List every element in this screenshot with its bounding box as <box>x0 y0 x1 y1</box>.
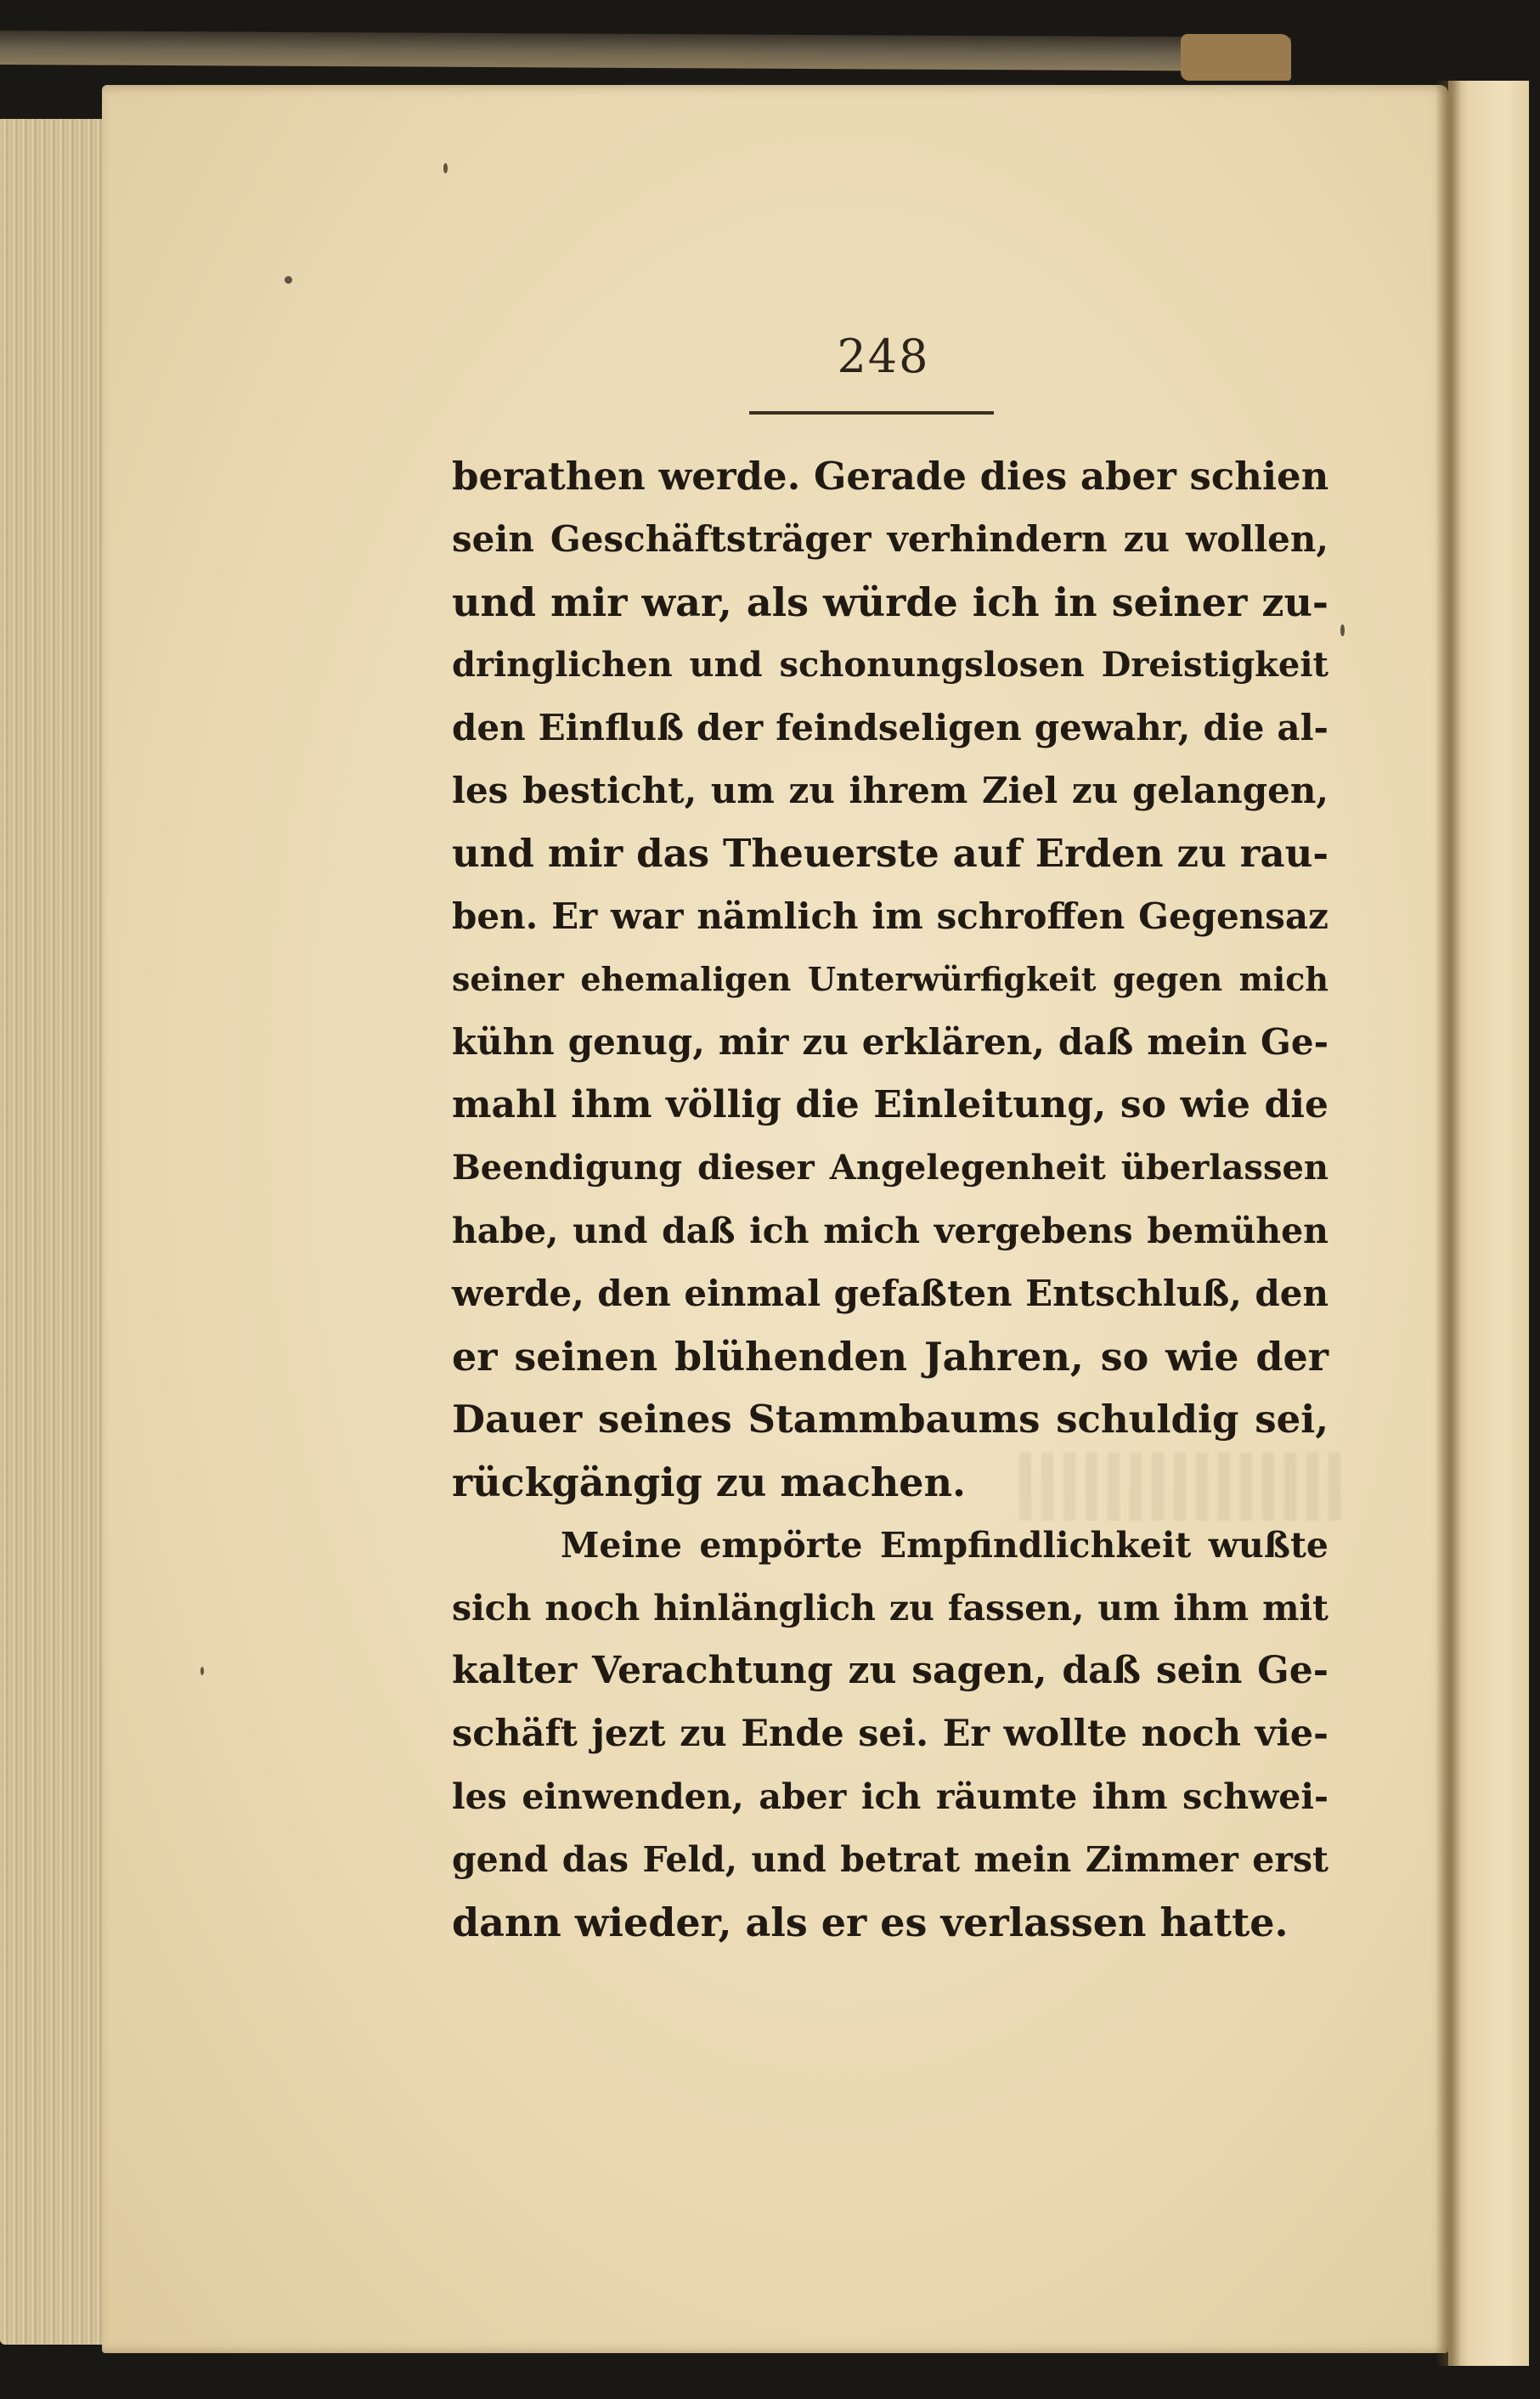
text-line: Beendigung dieser Angelegenheit überlassen <box>452 1148 1328 1188</box>
paper-speck <box>1340 624 1345 636</box>
paragraph-start-line: Meine empörte Empfindlichkeit wußte <box>561 1525 1328 1566</box>
paper-speck <box>285 276 292 284</box>
paper-speck <box>200 1667 204 1675</box>
text-line: les einwenden, aber ich räumte ihm schwei- <box>452 1776 1328 1817</box>
text-line: sein Geschäftsträger verhindern zu wollen, <box>452 518 1328 560</box>
text-line: sich noch hinlänglich zu fassen, um ihm mit <box>452 1588 1328 1628</box>
text-line: ben. Er war nämlich im schroffen Gegensaz <box>452 895 1328 937</box>
text-line: habe, und daß ich mich vergebens bemühen <box>452 1211 1328 1251</box>
text-line: und mir das Theuerste auf Erden zu rau- <box>452 831 1328 876</box>
cover-tear <box>1181 34 1291 81</box>
page-gutter <box>1436 81 1461 2366</box>
text-line: werde, den einmal gefaßten Entschluß, den <box>452 1273 1328 1314</box>
text-line: den Einfluß der feindseligen gewahr, die al- <box>452 707 1328 748</box>
text-line: berathen werde. Gerade dies aber schien <box>452 454 1329 499</box>
body-text <box>452 445 1328 1954</box>
page-number: 248 <box>837 330 930 383</box>
paper-speck <box>443 163 448 173</box>
text-line: seiner ehemaligen Unterwürfigkeit gegen mich <box>452 960 1328 998</box>
text-line: gend das Feld, und betrat mein Zimmer erst <box>452 1839 1328 1880</box>
text-line: und mir war, als würde ich in seiner zu- <box>452 579 1328 625</box>
text-line: Dauer seines Stammbaums schuldig sei, <box>452 1397 1328 1442</box>
paragraph-end-line: dann wieder, als er es verlassen hatte. <box>452 1899 1289 1945</box>
header-rule <box>749 411 994 415</box>
text-line: er seinen blühenden Jahren, so wie der <box>452 1334 1328 1380</box>
text-line: kühn genug, mir zu erklären, daß mein Ge- <box>452 1021 1328 1063</box>
text-line: kalter Verachtung zu sagen, daß sein Ge- <box>452 1649 1328 1692</box>
text-line: schäft jezt zu Ende sei. Er wollte noch vie- <box>452 1713 1328 1755</box>
text-line: mahl ihm völlig die Einleitung, so wie die <box>452 1083 1328 1126</box>
text-line: dringlichen und schonungslosen Dreistigkeit <box>452 645 1328 685</box>
text-line: les besticht, um zu ihrem Ziel zu gelangen, <box>452 770 1328 811</box>
book-cover-edge <box>0 31 1291 71</box>
paragraph-end-line: rückgängig zu machen. <box>452 1459 967 1505</box>
